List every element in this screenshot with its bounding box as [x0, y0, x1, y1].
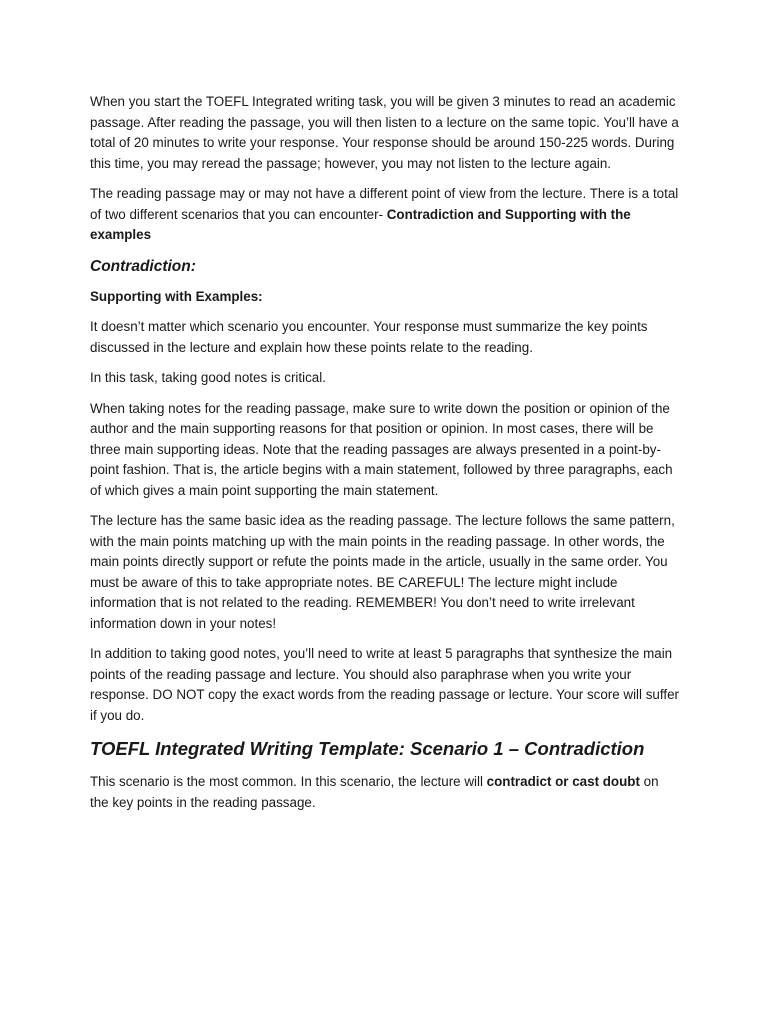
scenarios-paragraph	[90, 184, 680, 246]
template-heading: TOEFL Integrated Writing Template: Scenario 1 – Contradiction	[90, 738, 645, 759]
document-page	[90, 92, 680, 823]
notes-critical-paragraph: In this task, taking good notes is critical.	[90, 370, 326, 385]
synthesis-paragraph: In addition to taking good notes, you’ll need to write at least 5 paragraphs that synthesize the main points of the reading passage and lecture. You should also paraphrase when you write your response. DO NOT copy the exact words from the reading passage or lecture. Your score will suffer if you do.	[90, 646, 679, 723]
scenarios-text: The reading passage may or may not have a different point of view from the lecture. There is a total of two different scenarios that you can encounter-	[90, 186, 679, 222]
scenario-one-bold-text: contradict or cast doubt	[486, 774, 640, 789]
scenario-one-text-before: This scenario is the most common. In this scenario, the lecture will	[90, 774, 487, 789]
supporting-heading: Supporting with Examples:	[90, 288, 263, 304]
scenarios-bold-text: Contradiction and Supporting with the examples	[90, 206, 631, 242]
intro-paragraph: When you start the TOEFL Integrated writing task, you will be given 3 minutes to read an academic passage. After reading the passage, you will then listen to a lecture on the same topic. You’ll have a total of 20 minutes to write your response. Your response should be around 150-225 words. During this time, you may reread the passage; however, you may not listen to the lecture again.	[90, 94, 679, 171]
scenario-paragraph: It doesn’t matter which scenario you encounter. Your response must summarize the key points discussed in the lecture and explain how these points relate to the reading.	[90, 319, 648, 355]
contradiction-heading: Contradiction:	[90, 257, 196, 275]
reading-notes-paragraph: When taking notes for the reading passage, make sure to write down the position or opinion of the author and the main supporting reasons for that position or opinion. In most cases, there will be three main supporting ideas. Note that the reading passages are always presented in a point-by-point fashion. That is, the article begins with a main statement, followed by three paragraphs, each of which gives a main point supporting the main statement.	[90, 400, 673, 498]
scenario-one-paragraph	[90, 772, 680, 813]
lecture-paragraph: The lecture has the same basic idea as the reading passage. The lecture follows the same pattern, with the main points matching up with the main points in the reading passage. In other words, the main points directly support or refute the points made in the article, usually in the same order. You must be aware of this to take appropriate notes. BE CAREFUL! The lecture might include information that is not related to the reading. REMEMBER! You don’t need to write irrelevant information down in your notes!	[90, 513, 675, 631]
scenario-one-text-after: on the key points in the reading passage.	[90, 774, 659, 810]
